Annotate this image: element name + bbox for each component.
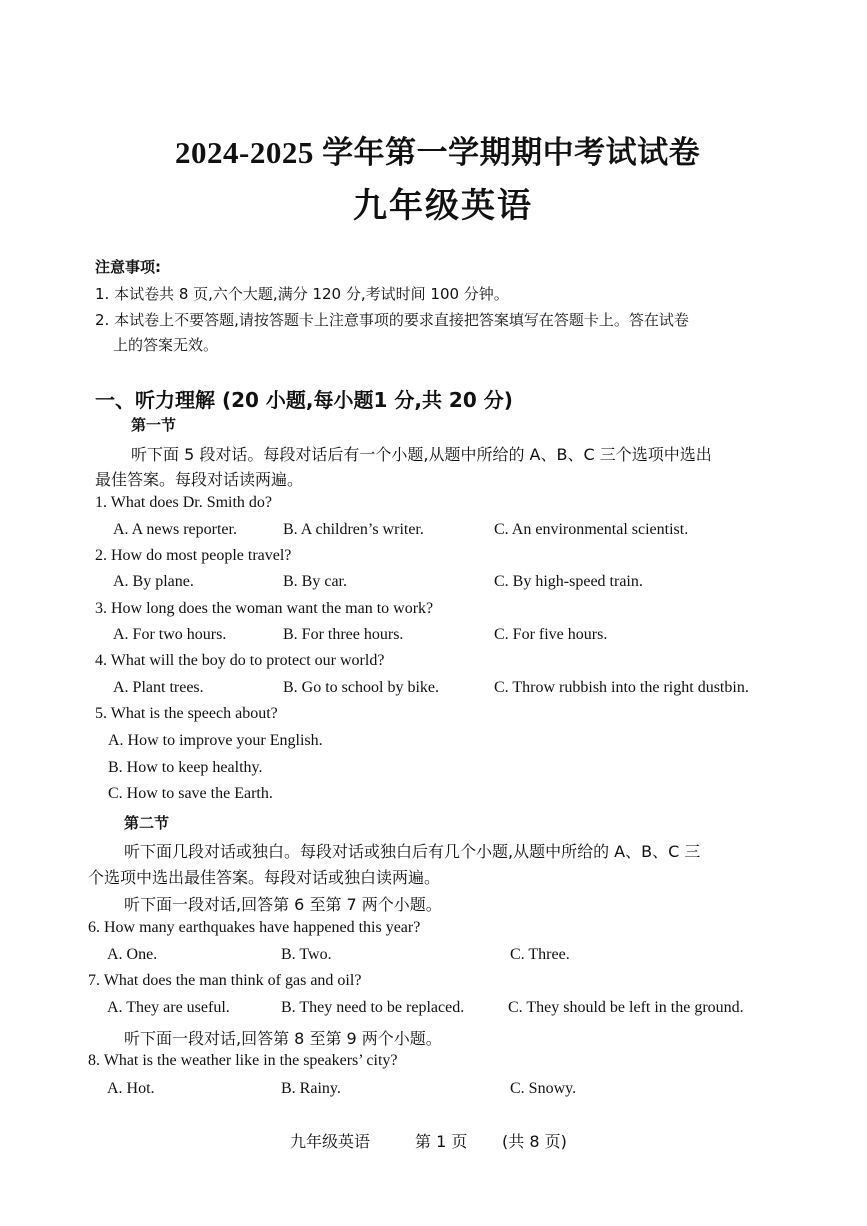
question-8-option-b: B. Rainy. (281, 1080, 341, 1097)
question-5-option-b: B. How to keep healthy. (108, 759, 263, 776)
question-6: 6. How many earthquakes have happened this year? (88, 919, 421, 936)
question-2-option-a: A. By plane. (113, 573, 194, 590)
part-2-instruction-line-2: 个选项中选出最佳答案。每段对话或独白读两遍。 (88, 868, 441, 887)
dialogue-group-2-instruction: 听下面一段对话,回答第 8 至第 9 两个小题。 (124, 1029, 442, 1048)
part-2-instruction-line-1: 听下面几段对话或独白。每段对话或独白后有几个小题,从题中所给的 A、B、C 三 (124, 842, 701, 861)
question-3-option-c: C. For five hours. (494, 626, 608, 643)
question-7-option-a: A. They are useful. (107, 999, 230, 1016)
question-6-option-c: C. Three. (510, 946, 570, 963)
question-6-option-a: A. One. (107, 946, 158, 963)
question-1-option-b: B. A children’s writer. (283, 521, 424, 538)
notice-heading: 注意事项: (95, 258, 161, 276)
question-8: 8. What is the weather like in the speakers’ city? (88, 1052, 398, 1069)
question-5: 5. What is the speech about? (95, 705, 278, 722)
question-4-option-c: C. Throw rubbish into the right dustbin. (494, 679, 749, 696)
notice-item-2-line-2: 上的答案无效。 (113, 336, 219, 354)
question-5-option-c: C. How to save the Earth. (108, 785, 273, 802)
question-2: 2. How do most people travel? (95, 547, 292, 564)
question-1-option-a: A. A news reporter. (113, 521, 237, 538)
question-2-option-c: C. By high-speed train. (494, 573, 643, 590)
part-1-instruction-line-2: 最佳答案。每段对话读两遍。 (95, 470, 304, 489)
question-1-option-c: C. An environmental scientist. (494, 521, 689, 538)
question-3: 3. How long does the woman want the man to work? (95, 600, 434, 617)
part-1-label: 第一节 (131, 416, 177, 434)
part-1-instruction-line-1: 听下面 5 段对话。每段对话后有一个小题,从题中所给的 A、B、C 三个选项中选出 (131, 445, 712, 464)
footer-total-pages: (共 8 页) (502, 1132, 567, 1151)
question-4-option-b: B. Go to school by bike. (283, 679, 439, 696)
part-2-label: 第二节 (124, 814, 170, 832)
question-8-option-a: A. Hot. (107, 1080, 155, 1097)
question-3-option-a: A. For two hours. (113, 626, 227, 643)
footer-page-number: 第 1 页 (415, 1132, 468, 1151)
question-4-option-a: A. Plant trees. (113, 679, 204, 696)
question-8-option-c: C. Snowy. (510, 1080, 577, 1097)
question-5-option-a: A. How to improve your English. (108, 732, 323, 749)
question-4: 4. What will the boy do to protect our world? (95, 652, 385, 669)
question-7-option-c: C. They should be left in the ground. (508, 999, 744, 1016)
exam-subtitle: 九年级英语 (353, 188, 533, 225)
notice-item-2-line-1: 2. 本试卷上不要答题,请按答题卡上注意事项的要求直接把答案填写在答题卡上。答在试卷 (95, 311, 689, 329)
exam-title: 2024-2025 学年第一学期期中考试试卷 (175, 135, 701, 170)
question-3-option-b: B. For three hours. (283, 626, 404, 643)
dialogue-group-1-instruction: 听下面一段对话,回答第 6 至第 7 两个小题。 (124, 895, 442, 914)
question-7-option-b: B. They need to be replaced. (281, 999, 465, 1016)
question-6-option-b: B. Two. (281, 946, 332, 963)
question-1: 1. What does Dr. Smith do? (95, 494, 273, 511)
section-title: 一、听力理解 (20 小题,每小题1 分,共 20 分) (95, 388, 513, 412)
footer-subject: 九年级英语 (290, 1132, 371, 1151)
question-7: 7. What does the man think of gas and oil? (88, 972, 362, 989)
notice-item-1: 1. 本试卷共 8 页,六个大题,满分 120 分,考试时间 100 分钟。 (95, 285, 509, 303)
question-2-option-b: B. By car. (283, 573, 347, 590)
